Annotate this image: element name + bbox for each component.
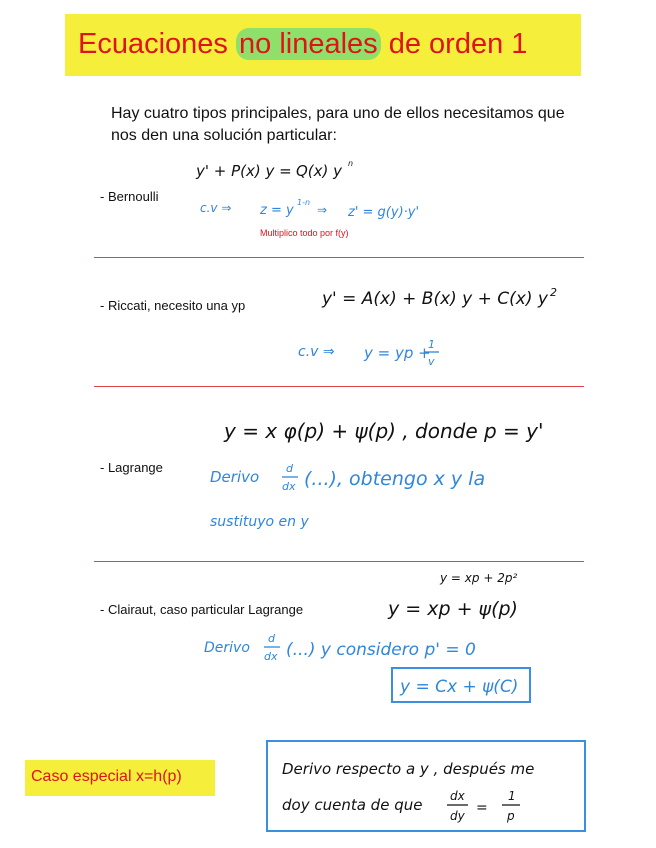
svg-text:sustituyo en y: sustituyo en y <box>210 514 309 530</box>
bernoulli-change-variable <box>200 194 450 226</box>
svg-text:z = y: z = y <box>260 203 294 218</box>
clairaut-equation <box>388 590 528 624</box>
lagrange-step-line-2 <box>210 504 380 540</box>
svg-text:y' + P(x) y =: y' + P(x) y = <box>196 162 292 180</box>
clairaut-step <box>204 628 524 670</box>
svg-text:p: p <box>507 809 515 823</box>
svg-text:Derivo: Derivo <box>204 640 250 656</box>
page-title <box>78 28 527 61</box>
clairaut-example <box>440 566 560 590</box>
special-case-explanation <box>282 752 572 828</box>
svg-text:y' = A(x) + B(x) y + C(x) y: y' = A(x) + B(x) y + C(x) y <box>322 289 548 309</box>
divider-2 <box>94 386 584 387</box>
clairaut-solution <box>398 671 528 701</box>
bernoulli-equation <box>196 152 366 186</box>
svg-text:c.v ⇒: c.v ⇒ <box>298 344 335 360</box>
svg-text:v: v <box>428 355 435 368</box>
svg-text:z' = g(y)·y': z' = g(y)·y' <box>348 205 420 220</box>
lagrange-step-line-1 <box>210 458 550 498</box>
svg-text:2: 2 <box>550 286 557 299</box>
svg-text:dy: dy <box>450 809 465 823</box>
divider-3 <box>94 561 584 562</box>
title-part-2: de orden 1 <box>380 28 528 60</box>
svg-text:y = yp +: y = yp + <box>364 344 431 362</box>
svg-text:n: n <box>348 159 354 168</box>
svg-text:dx: dx <box>282 480 296 493</box>
svg-text:(...), obtengo x y la: (...), obtengo x y la <box>304 468 486 490</box>
svg-text:1: 1 <box>428 338 435 351</box>
svg-text:y = xp + ψ(p): y = xp + ψ(p) <box>388 598 518 620</box>
lagrange-equation <box>224 412 564 450</box>
special-case-label: Caso especial x=h(p) <box>31 768 182 785</box>
riccati-equation <box>322 280 572 316</box>
svg-text:1-n: 1-n <box>297 198 311 207</box>
lagrange-label: - Lagrange <box>100 460 163 475</box>
svg-text:Derivo: Derivo <box>210 468 260 486</box>
svg-text:⇒: ⇒ <box>317 203 328 217</box>
svg-text:c.v ⇒: c.v ⇒ <box>200 201 232 215</box>
riccati-label: - Riccati, necesito una yp <box>100 298 246 313</box>
riccati-change-variable <box>298 336 458 376</box>
svg-text:y = xp + 2p²: y = xp + 2p² <box>440 571 518 585</box>
svg-text:1: 1 <box>508 789 516 803</box>
svg-text:Q(x) y: Q(x) y <box>296 162 343 180</box>
svg-text:=: = <box>476 800 488 816</box>
svg-text:d: d <box>286 462 293 475</box>
svg-text:(...) y considero p' = 0: (...) y considero p' = 0 <box>286 640 476 660</box>
svg-text:dx: dx <box>264 650 278 663</box>
svg-text:Derivo respecto a y , desp: Derivo respecto a y , después me <box>282 760 535 778</box>
svg-text:y = Cx + ψ(C): y = Cx + ψ(C) <box>400 677 519 697</box>
intro-text: Hay cuatro tipos principales, para uno de ellos necesitamos que nos den una solución particular: <box>111 105 565 144</box>
svg-text:doy cuenta de que: doy cuenta de que <box>282 796 423 814</box>
divider-1 <box>94 257 584 258</box>
clairaut-label: - Clairaut, caso particular Lagrange <box>100 602 304 617</box>
svg-text:d: d <box>268 632 275 645</box>
bernoulli-note: Multiplico todo por f(y) <box>260 228 349 238</box>
svg-text:dx: dx <box>450 789 465 803</box>
svg-text:y = x φ(p) + ψ(p) , donde p: y = x φ(p) + ψ(p) , donde p = y' <box>224 419 544 443</box>
title-highlight: no lineales <box>236 28 381 60</box>
bernoulli-label: - Bernoulli <box>100 189 159 204</box>
title-part-1: Ecuaciones <box>78 28 236 60</box>
